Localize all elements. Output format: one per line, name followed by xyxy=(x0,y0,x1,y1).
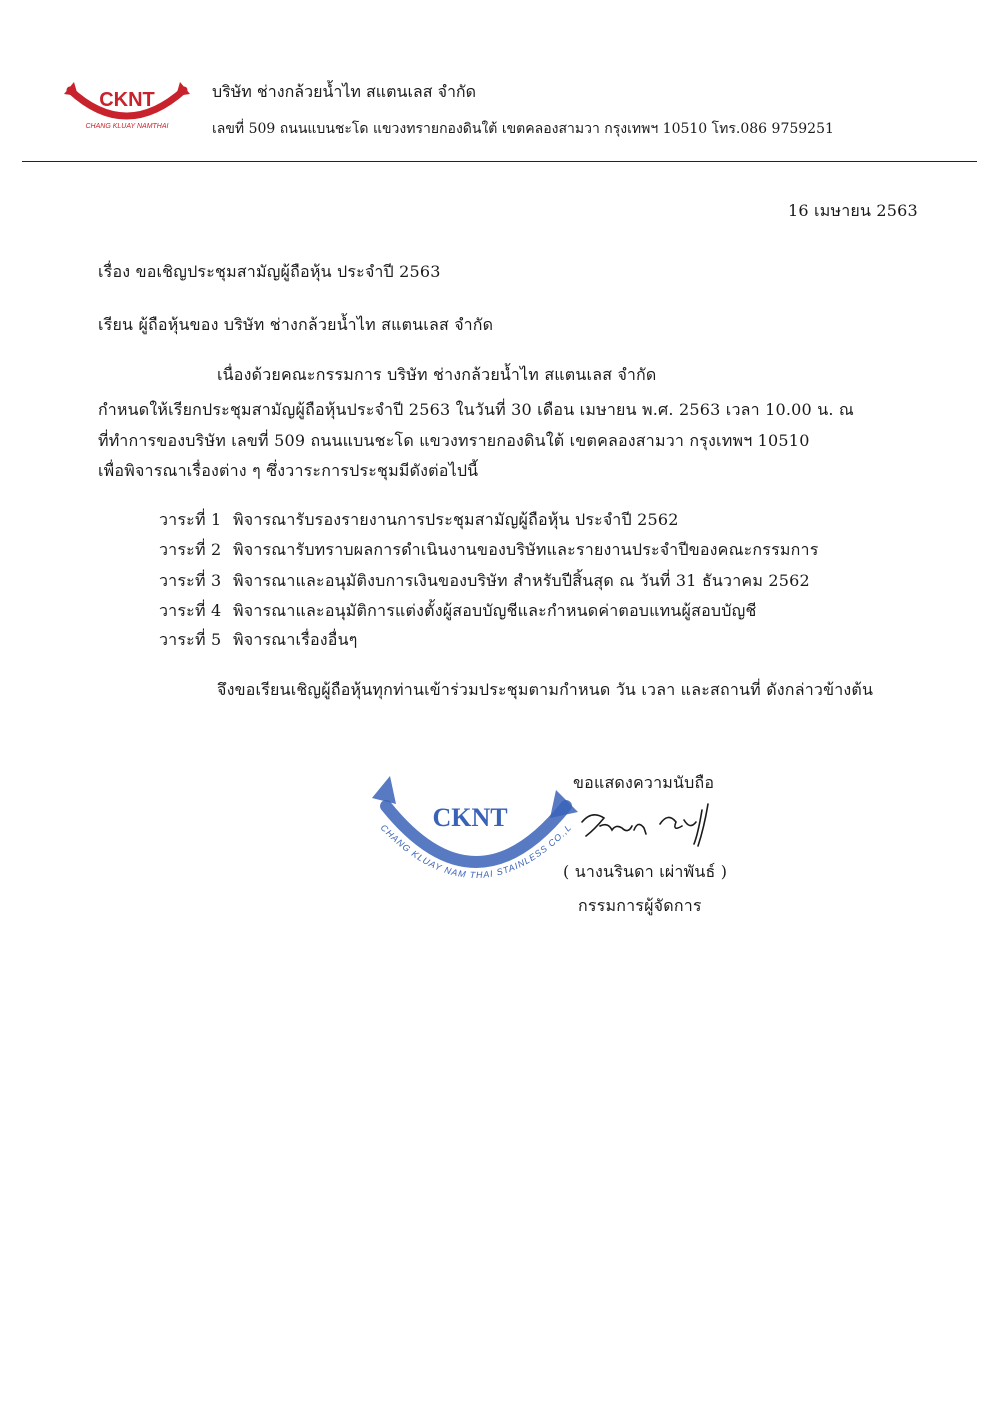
agenda-item xyxy=(159,510,679,530)
agenda-label: วาระที่ 2 xyxy=(159,540,222,559)
company-stamp xyxy=(366,768,586,908)
signer-name: ( นางนรินดา เผ่าพันธ์ ) xyxy=(563,862,728,881)
agenda-label: วาระที่ 3 xyxy=(159,571,222,590)
agenda-label: วาระที่ 5 xyxy=(159,630,222,649)
company-name: บริษัท ช่างกล้วยน้ำไท สแตนเลส จำกัด xyxy=(212,82,477,101)
salutation-line: เรียน ผู้ถือหุ้นของ บริษัท ช่างกล้วยน้ำไท สแตนเลส จำกัด xyxy=(98,315,494,334)
agenda-text: พิจารณารับทราบผลการดำเนินงานของบริษัทและรายงานประจำปีของคณะกรรมการ xyxy=(233,540,819,559)
closing-line: จึงขอเรียนเชิญผู้ถือหุ้นทุกท่านเข้าร่วมประชุมตามกำหนด วัน เวลา และสถานที่ ดังกล่าวข้างต้น xyxy=(217,680,874,699)
agenda-text: พิจารณาและอนุมัติการแต่งตั้งผู้สอบบัญชีและกำหนดค่าตอบแทนผู้สอบบัญชี xyxy=(233,601,757,620)
body-paragraph-line: กำหนดให้เรียกประชุมสามัญผู้ถือหุ้นประจำปี 2563 ในวันที่ 30 เดือน เมษายน พ.ศ. 2563 เวลา 10.00 น. ณ xyxy=(98,400,854,419)
stamp-text: CKNT xyxy=(432,803,508,832)
agenda-label: วาระที่ 4 xyxy=(159,601,222,620)
body-paragraph-line: เพื่อพิจารณาเรื่องต่าง ๆ ซึ่งวาระการประชุมมีดังต่อไปนี้ xyxy=(98,461,479,480)
header-divider xyxy=(22,161,977,162)
company-address: เลขที่ 509 ถนนแบนชะโด แขวงทรายกองดินใต้ เขตคลองสามวา กรุงเทพฯ 10510 โทร.086 9759251 xyxy=(212,121,834,137)
body-paragraph-line: ที่ทำการของบริษัท เลขที่ 509 ถนนแบนชะโด แขวงทรายกองดินใต้ เขตคลองสามวา กรุงเทพฯ 10510 xyxy=(98,431,810,450)
company-logo xyxy=(62,72,192,134)
agenda-item xyxy=(159,540,819,560)
agenda-item xyxy=(159,571,810,591)
signature xyxy=(572,800,732,850)
agenda-item xyxy=(159,601,757,621)
letter-date: 16 เมษายน 2563 xyxy=(788,201,918,220)
agenda-label: วาระที่ 1 xyxy=(159,510,222,529)
regards-line: ขอแสดงความนับถือ xyxy=(573,773,715,792)
subject-line: เรื่อง ขอเชิญประชุมสามัญผู้ถือหุ้น ประจำปี 2563 xyxy=(98,262,441,281)
signer-title: กรรมการผู้จัดการ xyxy=(578,896,702,915)
stamp-ring-text: CHANG KLUAY NAM THAI STAINLESS CO.,L xyxy=(378,822,574,881)
agenda-text: พิจารณารับรองรายงานการประชุมสามัญผู้ถือหุ้น ประจำปี 2562 xyxy=(233,510,679,529)
agenda-item xyxy=(159,630,358,650)
body-paragraph-line: เนื่องด้วยคณะกรรมการ บริษัท ช่างกล้วยน้ำไท สแตนเลส จำกัด xyxy=(217,365,657,384)
agenda-text: พิจารณาและอนุมัติงบการเงินของบริษัท สำหรับปีสิ้นสุด ณ วันที่ 31 ธันวาคม 2562 xyxy=(233,571,810,590)
logo-text: CKNT xyxy=(99,89,155,111)
agenda-text: พิจารณาเรื่องอื่นๆ xyxy=(233,630,358,649)
logo-subtext: CHANG KLUAY NAMTHAI xyxy=(85,123,169,130)
